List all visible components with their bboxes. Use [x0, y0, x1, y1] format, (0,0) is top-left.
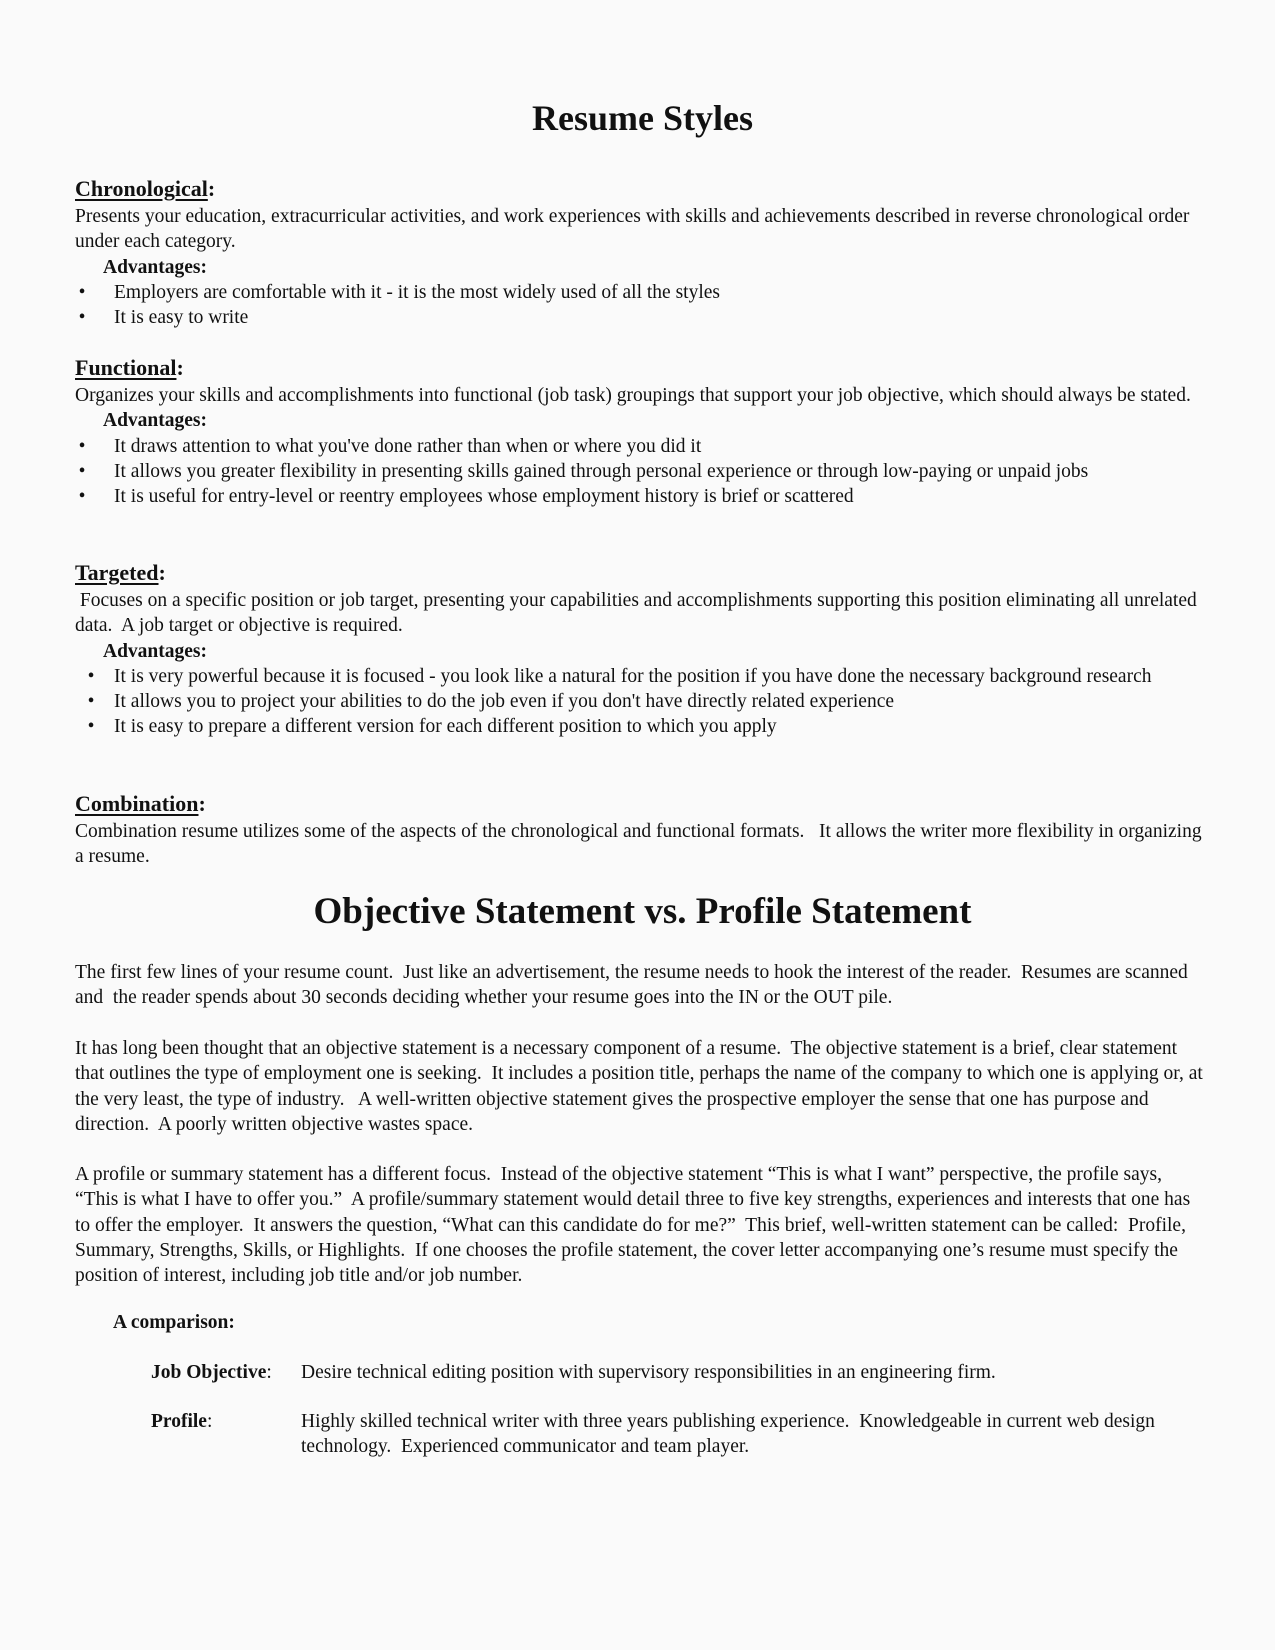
section-description: Focuses on a specific position or job target, presenting your capabilities and accomplishments supporting this position eliminating all unrelated data. A job target or objective is required. — [75, 590, 1202, 637]
section-heading: Combination: — [75, 791, 206, 816]
section-description: Presents your education, extracurricular activities, and work experiences with skills and achievements described in reverse chronological order under each category. — [75, 206, 1190, 253]
bullet-icon: • — [78, 486, 86, 508]
section-chronological — [75, 176, 1210, 330]
advantages-list — [75, 280, 1210, 331]
list-item: • Employers are comfortable with it - it is the most widely used of all the styles — [75, 280, 1210, 305]
list-item: • It allows you greater flexibility in presenting skills gained through personal experience or through low-paying or unpaid jobs — [75, 459, 1210, 484]
list-item: • It is easy to prepare a different version for each different position to which you apply — [75, 714, 1210, 739]
advantages-list — [75, 664, 1210, 740]
bullet-icon: • — [78, 460, 86, 482]
comparison-heading: A comparison: — [113, 1312, 235, 1333]
list-item: • It is very powerful because it is focused - you look like a natural for the position if you have done the necessary background research — [75, 664, 1210, 689]
section-functional — [75, 355, 1210, 509]
comparison-text: Desire technical editing position with supervisory responsibilities in an engineering firm. — [301, 1362, 996, 1383]
section-description: Organizes your skills and accomplishments into functional (job task) groupings that support your job objective, which should always be stated. — [75, 385, 1191, 406]
section-heading: Chronological: — [75, 176, 216, 201]
comparison-row-profile — [151, 1409, 1210, 1460]
bullet-icon: • — [87, 691, 95, 713]
section-heading: Functional: — [75, 355, 184, 380]
bullet-icon: • — [87, 716, 95, 738]
bullet-icon: • — [87, 665, 95, 687]
comparison-text: Highly skilled technical writer with three years publishing experience. Knowledgeable in current web design technology. Experienced communicator and team player. — [301, 1411, 1160, 1458]
advantages-label: Advantages: — [103, 640, 208, 662]
paragraph-intro: The first few lines of your resume count. Just like an advertisement, the resume needs to hook the interest of the reader. Resumes are scanned and the reader spends about 30 seconds deciding whether your resume goes into the IN or the OUT pile. — [75, 962, 1193, 1009]
list-item: • It is easy to write — [75, 305, 1210, 330]
section-combination — [75, 791, 1210, 870]
section-heading: Targeted: — [75, 560, 166, 585]
advantages-label: Advantages: — [103, 256, 208, 278]
comparison-label: Job Objective: — [151, 1362, 272, 1383]
bullet-icon: • — [78, 281, 86, 303]
bullet-icon: • — [78, 435, 86, 457]
page-title: Resume Styles — [532, 98, 753, 138]
advantages-list — [75, 434, 1210, 510]
section-title-objective-vs-profile: Objective Statement vs. Profile Statement — [313, 891, 972, 932]
comparison-label: Profile: — [151, 1411, 213, 1432]
list-item: • It draws attention to what you've done rather than when or where you did it — [75, 434, 1210, 459]
section-description: Combination resume utilizes some of the aspects of the chronological and functional formats. It allows the writer more flexibility in organizing a resume. — [75, 821, 1207, 868]
list-item: • It is useful for entry-level or reentry employees whose employment history is brief or scattered — [75, 484, 1210, 509]
list-item: • It allows you to project your abilities to do the job even if you don't have directly related experience — [75, 689, 1210, 714]
advantages-label: Advantages: — [103, 410, 208, 432]
section-targeted — [75, 560, 1210, 740]
paragraph-profile: A profile or summary statement has a different focus. Instead of the objective statement “This is what I want” perspective, the profile says, “This is what I have to offer you.” A profile/summary statement would detail three to five key strengths, experiences and interests that one has to offer the employer. It answers the question, “What can this candidate do for me?” This brief, well-written statement can be called: Profile, Summary, Strengths, Skills, or Highlights. If one chooses the profile statement, the cover letter accompanying one’s resume must specify the position of interest, including job title and/or job number. — [75, 1164, 1196, 1287]
paragraph-objective: It has long been thought that an objective statement is a necessary component of a resume. The objective statement is a brief, clear statement that outlines the type of employment one is seeking. It includes a position title, perhaps the name of the company to which one is applying or, at the very least, the type of industry. A well-written objective statement gives the prospective employer the sense that one has purpose and direction. A poorly written objective wastes space. — [75, 1038, 1208, 1135]
comparison-row-job-objective — [151, 1360, 1210, 1385]
bullet-icon: • — [78, 307, 86, 329]
